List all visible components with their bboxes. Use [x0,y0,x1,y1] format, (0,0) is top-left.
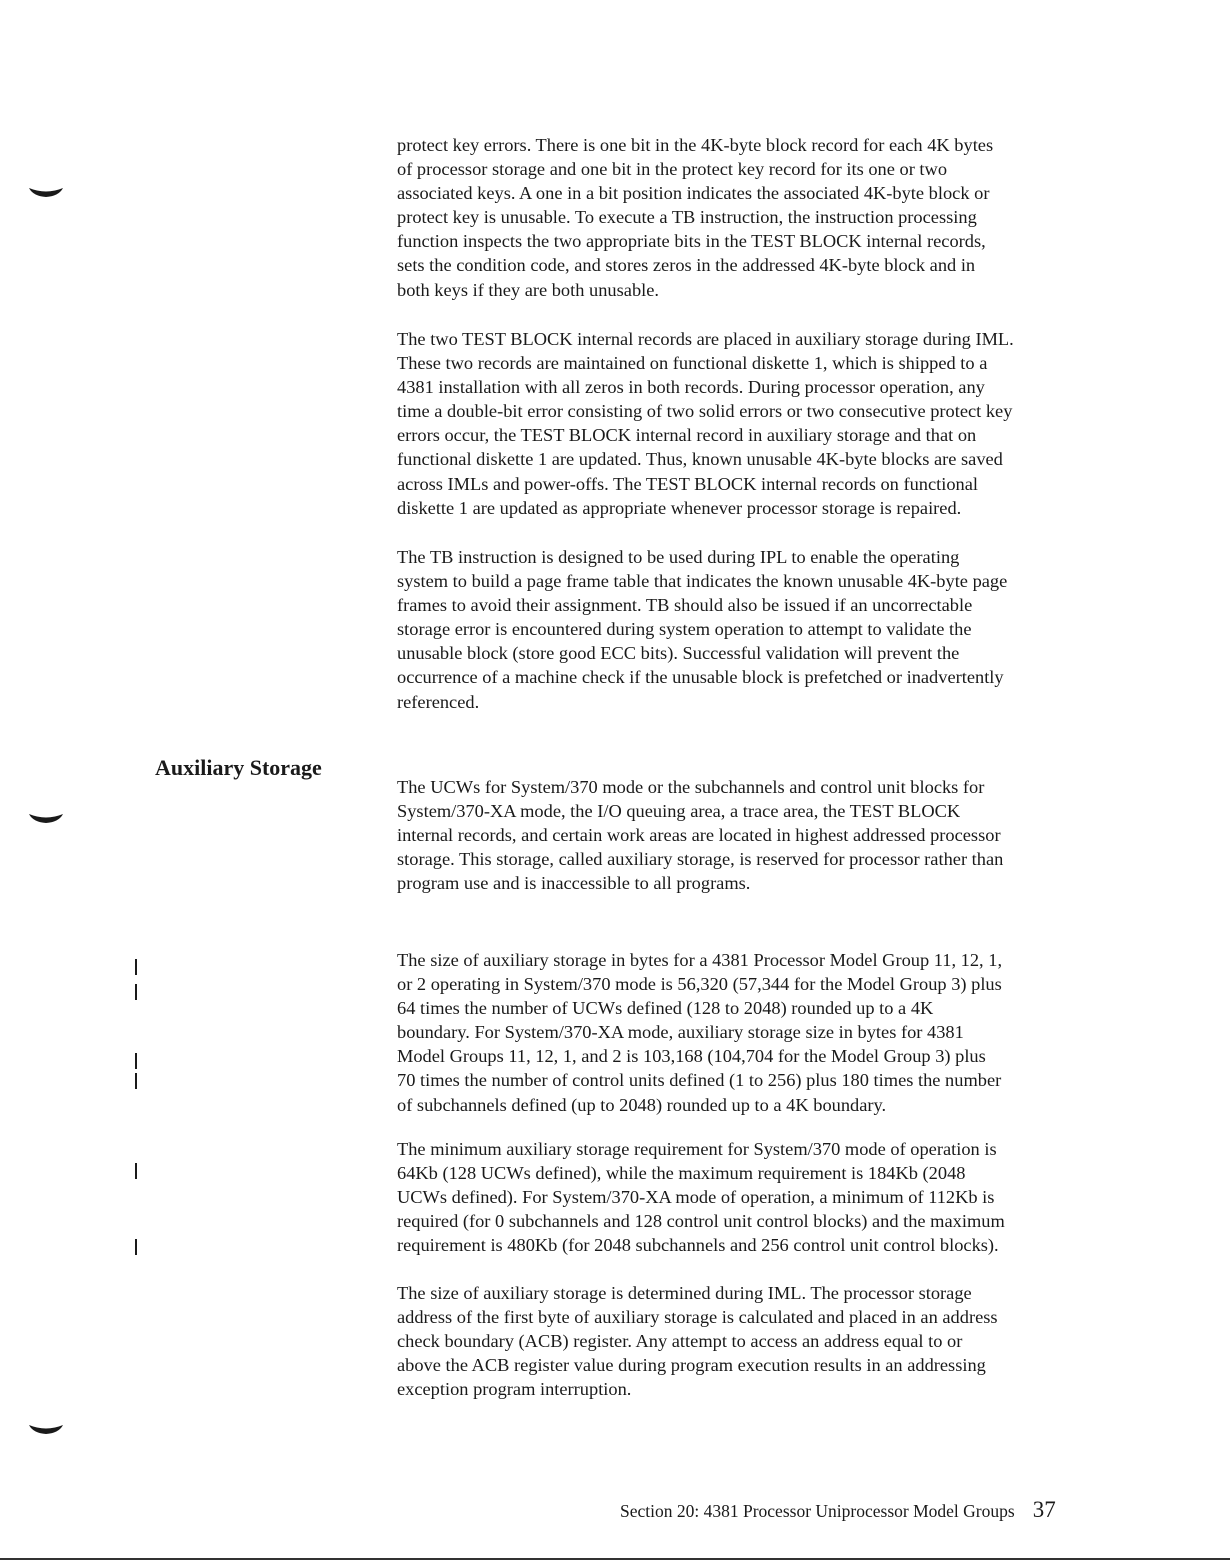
text-line: requirement is 480Kb (for 2048 subchannels and 256 control unit control blocks). [397,1235,999,1256]
text-line: The UCWs for System/370 mode or the subchannels and control unit blocks for [397,777,985,797]
text-line: storage. This storage, called auxiliary storage, is reserved for processor rather than [397,849,1004,870]
body-paragraph [397,545,1117,714]
page-footer [620,1498,1056,1523]
text-line: frames to avoid their assignment. TB should also be issued if an uncorrectable [397,595,973,616]
text-line: internal records, and certain work areas are located in highest addressed processor [397,825,1001,846]
text-line: These two records are maintained on functional diskette 1, which is shipped to a [397,353,988,374]
body-paragraph [397,327,1117,520]
text-line: program use and is inaccessible to all programs. [397,873,751,894]
body-paragraph [397,133,1117,302]
section-heading: Auxiliary Storage [155,755,322,780]
text-line: time a double-bit error consisting of two solid errors or two consecutive protect key [397,401,1013,422]
text-line: sets the condition code, and stores zeros in the addressed 4K-byte block and in [397,255,976,276]
text-line: The TB instruction is designed to be used during IPL to enable the operating [397,547,960,567]
text-line: check boundary (ACB) register. Any attempt to access an address equal to or [397,1331,963,1352]
text-line: 4381 installation with all zeros in both records. During processor operation, any [397,377,985,398]
revision-bar [135,1053,137,1069]
text-line: occurrence of a machine check if the unusable block is prefetched or inadvertently [397,667,1004,688]
text-line: The minimum auxiliary storage requirement for System/370 mode of operation is [397,1139,997,1159]
text-line: storage error is encountered during system operation to attempt to validate the [397,619,972,640]
revision-bar [135,1239,137,1255]
text-line: across IMLs and power-offs. The TEST BLOCK internal records on functional [397,473,979,494]
text-line: 64Kb (128 UCWs defined), while the maximum requirement is 184Kb (2048 [397,1163,966,1184]
text-line: of subchannels defined (up to 2048) rounded up to a 4K boundary. [397,1094,887,1115]
text-line: errors occur, the TEST BLOCK internal record in auxiliary storage and that on [397,425,977,446]
text-line: functional diskette 1 are updated. Thus, known unusable 4K-byte blocks are saved [397,449,1003,470]
text-line: diskette 1 are updated as appropriate whenever processor storage is repaired. [397,497,962,518]
text-line: function inspects the two appropriate bits in the TEST BLOCK internal records, [397,231,986,252]
text-line: 70 times the number of control units defined (1 to 256) plus 180 times the number [397,1070,1002,1091]
text-line: referenced. [397,691,480,712]
text-line: above the ACB register value during program execution results in an addressing [397,1355,986,1376]
text-line: The size of auxiliary storage is determined during IML. The processor storage [397,1283,972,1303]
body-paragraph [397,775,1117,895]
footer-section-title: Section 20: 4381 Processor Uniprocessor Model Groups [620,1501,1015,1521]
text-line: System/370-XA mode, the I/O queuing area, a trace area, the TEST BLOCK [397,801,961,822]
text-line: system to build a page frame table that indicates the known unusable 4K-byte page [397,571,1008,592]
text-line: Model Groups 11, 12, 1, and 2 is 103,168 (104,704 for the Model Group 3) plus [397,1046,986,1067]
text-line: exception program interruption. [397,1379,632,1400]
text-line: unusable block (store good ECC bits). Successful validation will prevent the [397,643,960,664]
text-line: associated keys. A one in a bit position indicates the associated 4K-byte block or [397,183,990,204]
body-paragraph [397,948,1117,1117]
text-line: The two TEST BLOCK internal records are placed in auxiliary storage during IML. [397,329,1014,349]
revision-bar [135,1073,137,1089]
text-line: boundary. For System/370-XA mode, auxiliary storage size in bytes for 4381 [397,1022,964,1043]
body-paragraph [397,1281,1117,1401]
text-line: The size of auxiliary storage in bytes for a 4381 Processor Model Group 11, 12, 1, [397,950,1003,970]
text-line: or 2 operating in System/370 mode is 56,320 (57,344 for the Model Group 3) plus [397,974,1002,995]
text-line: both keys if they are both unusable. [397,279,660,300]
text-line: address of the first byte of auxiliary storage is calculated and placed in an address [397,1307,998,1328]
page-number: 37 [1032,1497,1056,1522]
body-paragraph [397,1137,1117,1257]
text-line: 64 times the number of UCWs defined (128 to 2048) rounded up to a 4K [397,998,934,1019]
text-line: protect key is unusable. To execute a TB instruction, the instruction processing [397,207,977,228]
revision-bar [135,1163,137,1179]
text-line: protect key errors. There is one bit in the 4K-byte block record for each 4K bytes [397,135,994,155]
text-line: UCWs defined). For System/370-XA mode of operation, a minimum of 112Kb is [397,1187,995,1208]
revision-bar [135,959,137,975]
bottom-edge-rule [0,1558,1230,1560]
text-line: of processor storage and one bit in the protect key record for its one or two [397,159,948,180]
revision-bar [135,984,137,1000]
text-line: required (for 0 subchannels and 128 control unit control blocks) and the maximum [397,1211,1005,1232]
